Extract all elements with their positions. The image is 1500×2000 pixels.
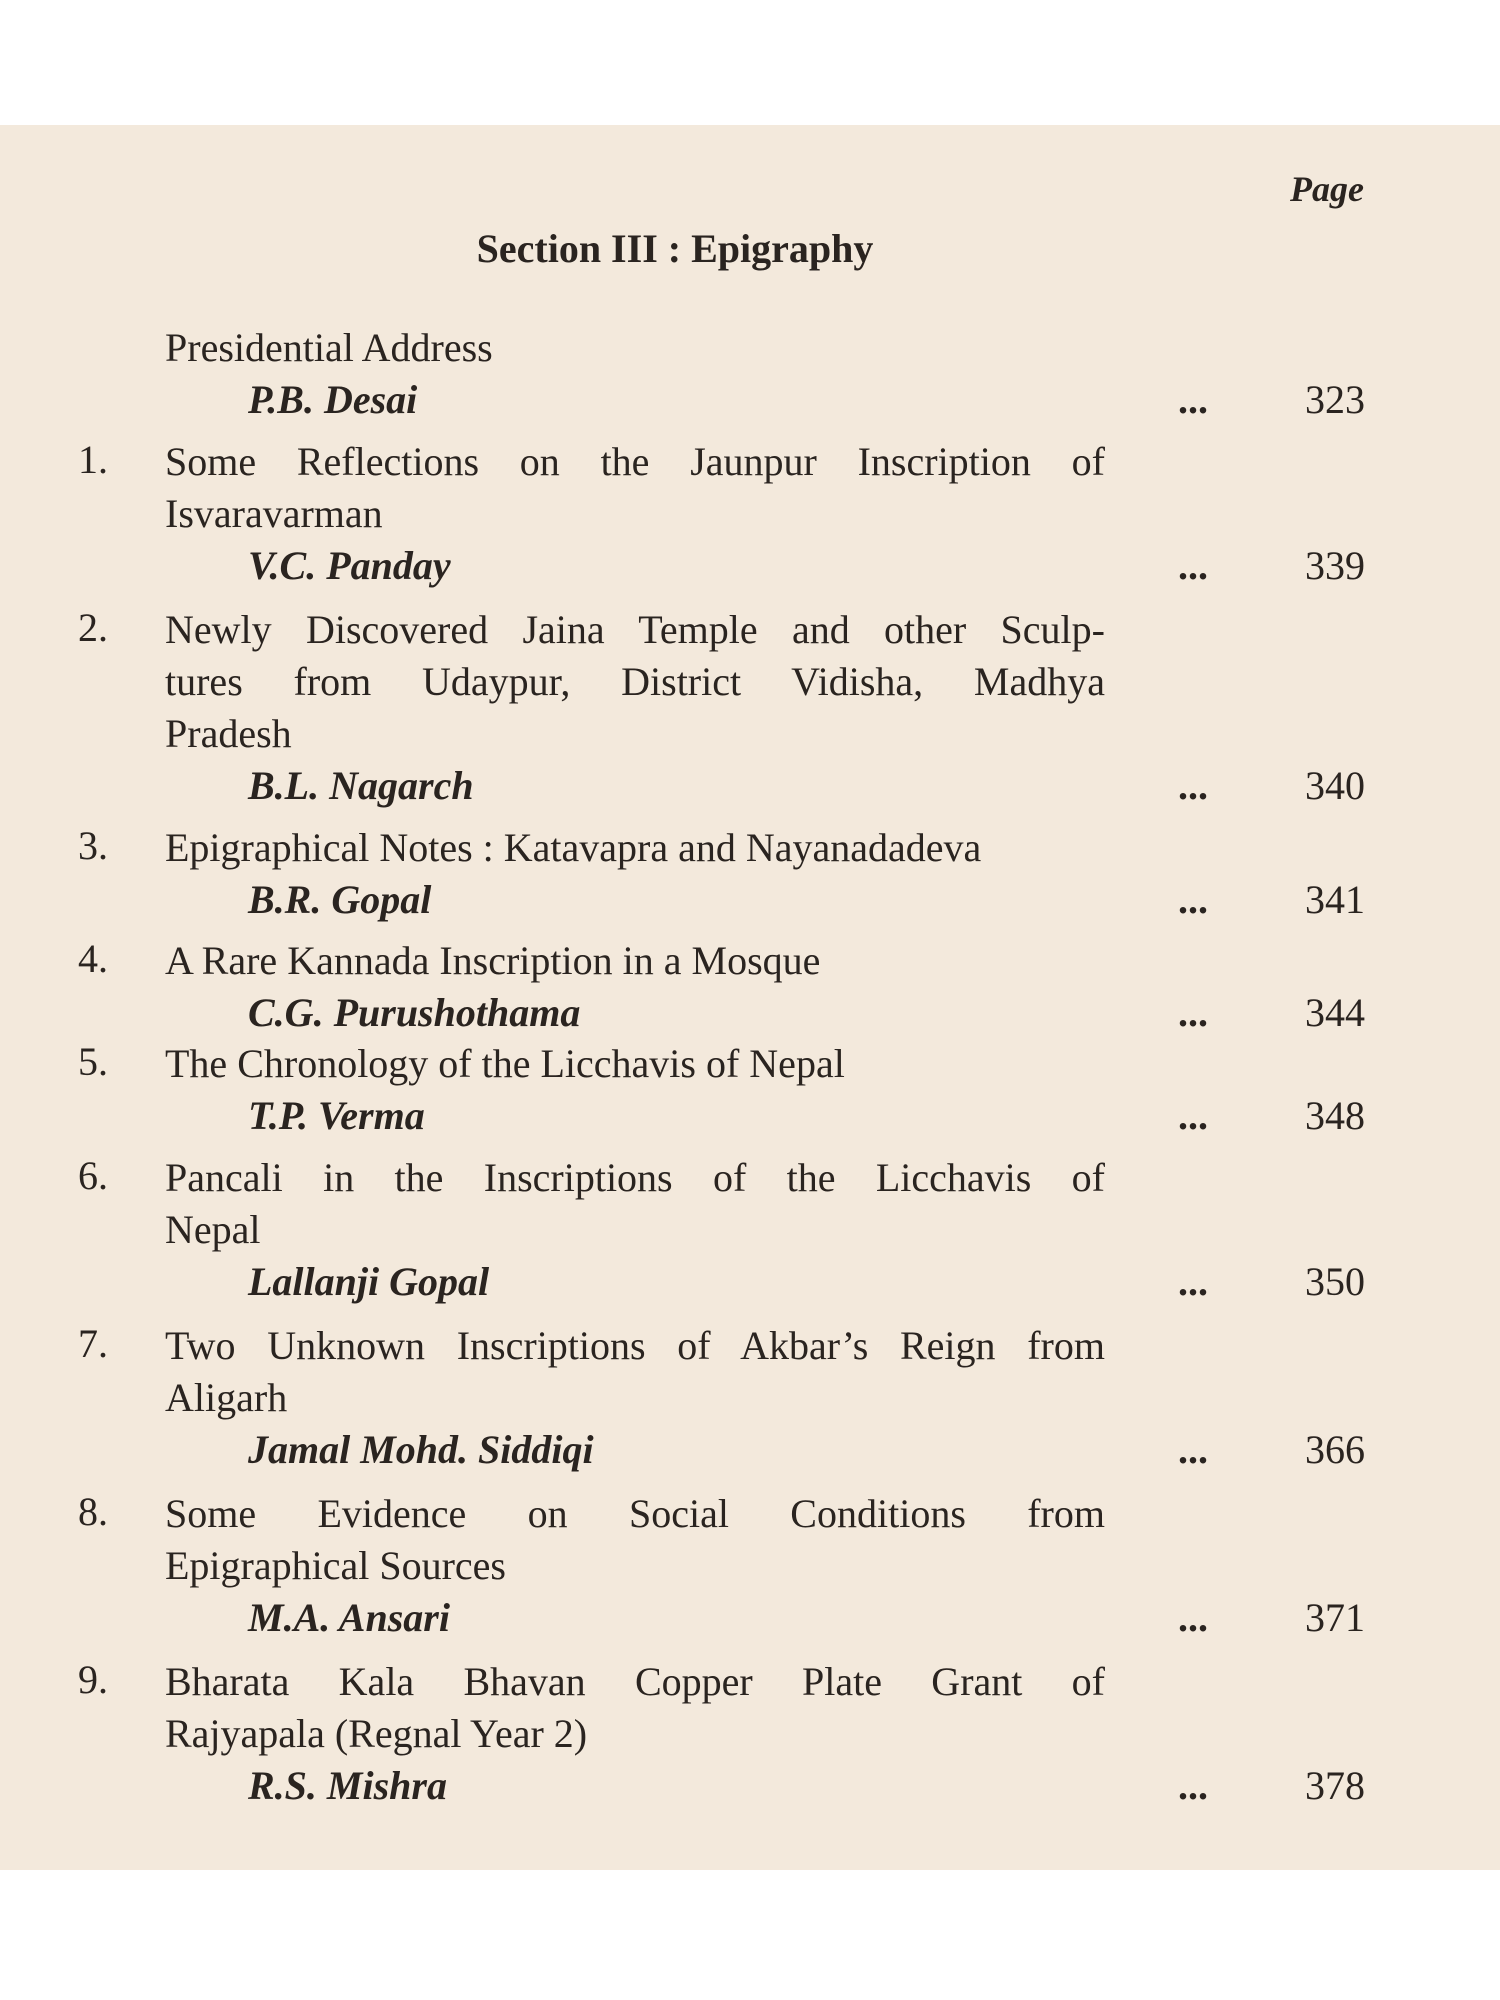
entry-number: 2. (78, 605, 108, 650)
entry-title (165, 1320, 1105, 1424)
entry-page-number: 340 (1305, 763, 1365, 808)
entry-page-number: 323 (1305, 377, 1365, 422)
leader-dots: ... (1178, 1259, 1208, 1304)
entry-title-line: Nepal (165, 1207, 261, 1252)
entry-author: Lallanji Gopal (248, 1259, 490, 1304)
entry-author-line (0, 1760, 1500, 1812)
entry-page-number: 371 (1305, 1595, 1365, 1640)
entry-title-line: Pancali in the Inscriptions of the Licchavis of (165, 1155, 1105, 1200)
entry-title-line: Bharata Kala Bhavan Copper Plate Grant of (165, 1659, 1105, 1704)
entry-author-line (0, 374, 1500, 426)
entry-title (165, 1152, 1105, 1256)
entry-title-line: Presidential Address (165, 325, 493, 370)
leader-dots: ... (1178, 1093, 1208, 1138)
entry-author: C.G. Purushothama (248, 990, 581, 1035)
entry-author-line (0, 1090, 1500, 1142)
entry-title (165, 935, 1105, 987)
entry-title-line: A Rare Kannada Inscription in a Mosque (165, 938, 821, 983)
entry-author-line (0, 1424, 1500, 1476)
entry-title-line: Pradesh (165, 711, 292, 756)
entry-title (165, 822, 1105, 874)
entry-title (165, 1656, 1105, 1760)
entry-number: 6. (78, 1153, 108, 1198)
page-column-label: Page (1290, 169, 1364, 209)
entry-title (165, 604, 1105, 760)
entry-title-line: Some Reflections on the Jaunpur Inscription of (165, 439, 1105, 484)
entry-author: R.S. Mishra (248, 1763, 447, 1808)
entry-title-line: Rajyapala (Regnal Year 2) (165, 1711, 588, 1756)
section-title: Section III : Epigraphy (476, 226, 874, 271)
entry-page-number: 348 (1305, 1093, 1365, 1138)
entry-author-line (0, 874, 1500, 926)
entry-author: T.P. Verma (248, 1093, 425, 1138)
entry-title-line: The Chronology of the Licchavis of Nepal (165, 1041, 845, 1086)
entry-author: Jamal Mohd. Siddiqi (248, 1427, 594, 1472)
entry-title (165, 1038, 1105, 1090)
entry-number: 8. (78, 1489, 108, 1534)
leader-dots: ... (1178, 990, 1208, 1035)
leader-dots: ... (1178, 1763, 1208, 1808)
entry-author: V.C. Panday (248, 543, 451, 588)
entry-author-line (0, 1256, 1500, 1308)
leader-dots: ... (1178, 877, 1208, 922)
leader-dots: ... (1178, 1595, 1208, 1640)
entry-page-number: 341 (1305, 877, 1365, 922)
entry-page-number: 378 (1305, 1763, 1365, 1808)
entry-page-number: 350 (1305, 1259, 1365, 1304)
entry-title-line: Aligarh (165, 1375, 288, 1420)
leader-dots: ... (1178, 543, 1208, 588)
entry-title (165, 322, 1105, 374)
entry-number: 9. (78, 1657, 108, 1702)
entry-author: B.R. Gopal (248, 877, 432, 922)
entry-number: 1. (78, 437, 108, 482)
entry-author-line (0, 987, 1500, 1039)
entry-number: 4. (78, 936, 108, 981)
entry-author-line (0, 1592, 1500, 1644)
entry-title-line: Epigraphical Notes : Katavapra and Nayanadadeva (165, 825, 982, 870)
entry-number: 7. (78, 1321, 108, 1366)
entry-author-line (0, 760, 1500, 812)
entry-author: M.A. Ansari (248, 1595, 450, 1640)
entry-title-line: Epigraphical Sources (165, 1543, 506, 1588)
leader-dots: ... (1178, 377, 1208, 422)
entry-page-number: 366 (1305, 1427, 1365, 1472)
entry-title-line: Newly Discovered Jaina Temple and other Sculp- (165, 607, 1105, 652)
leader-dots: ... (1178, 1427, 1208, 1472)
entry-number: 5. (78, 1039, 108, 1084)
leader-dots: ... (1178, 763, 1208, 808)
entry-page-number: 344 (1305, 990, 1365, 1035)
entry-title-line: tures from Udaypur, District Vidisha, Madhya (165, 659, 1105, 704)
entry-title-line: Some Evidence on Social Conditions from (165, 1491, 1105, 1536)
entry-title-line: Two Unknown Inscriptions of Akbar’s Reign from (165, 1323, 1105, 1368)
entry-number: 3. (78, 823, 108, 868)
entry-page-number: 339 (1305, 543, 1365, 588)
entry-title (165, 436, 1105, 540)
entry-author: P.B. Desai (248, 377, 418, 422)
entry-title-line: Isvaravarman (165, 491, 383, 536)
entry-author-line (0, 540, 1500, 592)
entry-author: B.L. Nagarch (248, 763, 474, 808)
entry-title (165, 1488, 1105, 1592)
